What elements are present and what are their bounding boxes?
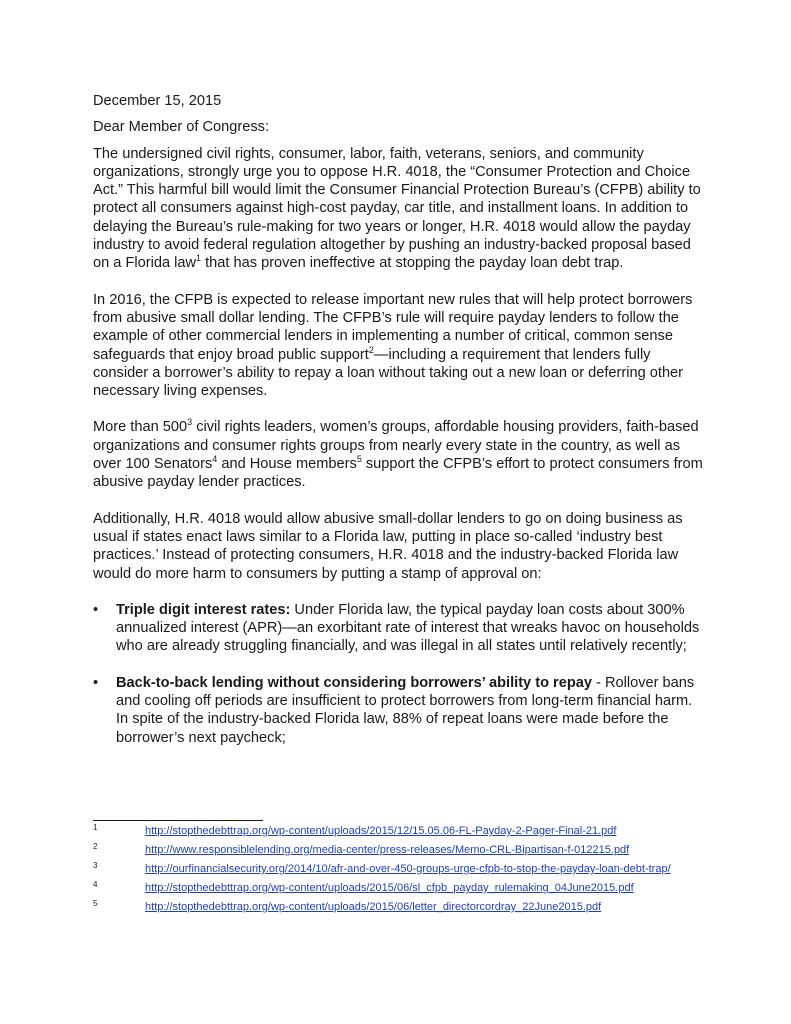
paragraph-text: civil rights leaders, women’s groups, affordable housing providers, faith-based organizations and consumer rights groups from nearly every state in the country, as well as over 100 Senators (93, 419, 699, 473)
paragraph-text: In 2016, the CFPB is expected to release important new rules that will help protect borrowers from abusive small dollar lending. The CFPB’s rule will require payday lenders to follow the example of other commercial lenders in implementing a number of critical, common sense safeguards that enjoy broad public support (93, 291, 693, 363)
footnote-number: 5 (93, 899, 98, 908)
footnote-ref-4: 4 (212, 454, 218, 465)
footnote-number: 1 (93, 823, 98, 832)
list-item (93, 674, 705, 747)
bullet-heading: Triple digit interest rates: (116, 601, 291, 618)
paragraph-text: The undersigned civil rights, consumer, labor, faith, veterans, seniors, and community organizations, strongly urge you to oppose H.R. 4018, the “Consumer Protection and Choice Act.” This harmful bill would limit the Consumer Financial Protection Bureau’s (CFPB) ability to protect all consumers against high-cost payday, car title, and installment loans. In addition to delaying the Bureau’s rule-making for two years or longer, H.R. 4018 would allow the payday industry to avoid federal regulation altogether by pushing an industry-backed proposal based on a Florida law (93, 145, 701, 272)
paragraph-text: support the CFPB’s effort to protect consumers from abusive payday lender practices. (93, 456, 703, 491)
bullet-icon: • (93, 601, 99, 618)
salutation: Dear Member of Congress: (93, 119, 270, 136)
footnote-link[interactable]: http://stopthedebttrap.org/wp-content/uploads/2015/06/letter_directorcordray_22June2015.pdf (145, 901, 602, 913)
footnote-link[interactable]: http://stopthedebttrap.org/wp-content/uploads/2015/06/sl_cfpb_payday_rulemaking_04June2015.pdf (145, 882, 634, 894)
bullet-text: - Rollover bans and cooling off periods are insufficient to protect borrowers from long-term financial harm. In spite of the industry-backed Florida law, 88% of repeat loans were made before the borrower’s next paycheck; (116, 674, 695, 746)
paragraph-cfpb-rules (93, 291, 705, 401)
bullet-text: Under Florida law, the typical payday loan costs about 300% annualized interest (APR)—an exorbitant rate of interest that wreaks havoc on households who are already struggling financially, and was illegal in all states until relatively recently; (116, 601, 700, 655)
footnote-number: 3 (93, 861, 98, 870)
footnote-link[interactable]: http://www.responsiblelending.org/media-center/press-releases/Memo-CRL-Bipartisan-f-012215.pdf (145, 844, 630, 856)
list-item (93, 601, 705, 656)
paragraph-opposition (93, 145, 705, 273)
paragraph-florida-law: Additionally, H.R. 4018 would allow abusive small-dollar lenders to go on doing business as usual if states enact laws similar to a Florida law, putting in place so-called ‘industry best practices.’ Instead of protecting consumers, H.R. 4018 and the industry-backed Florida law would do more harm to consumers by putting a stamp of approval on: (93, 510, 683, 582)
footnote-ref-2: 2 (368, 344, 374, 355)
footnote-ref-5: 5 (356, 454, 362, 465)
paragraph-support (93, 418, 705, 491)
paragraph-text: —including a requirement that lenders fully consider a borrower’s ability to repay a loan without taking out a new loan or deferring other necessary living expenses. (93, 346, 684, 400)
paragraph-text: More than 500 (93, 419, 188, 436)
footnote-divider (93, 820, 263, 821)
paragraph-text: and House members (217, 456, 357, 473)
footnote-3 (93, 862, 713, 876)
footnote-1 (93, 824, 713, 838)
footnote-number: 2 (93, 842, 98, 851)
footnote-link[interactable]: http://ourfinancialsecurity.org/2014/10/afr-and-over-450-groups-urge-cfpb-to-stop-the-payday-loan-debt-trap/ (145, 863, 671, 875)
paragraph-text: that has proven ineffective at stopping the payday loan debt trap. (201, 255, 624, 272)
footnote-4 (93, 881, 713, 895)
bullet-heading: Back-to-back lending without considering borrowers’ ability to repay (116, 674, 592, 691)
letter-date: December 15, 2015 (93, 93, 222, 109)
footnote-link[interactable]: http://stopthedebttrap.org/wp-content/uploads/2015/12/15.05.06-FL-Payday-2-Pager-Final-21.pdf (145, 825, 617, 837)
footnote-ref-3: 3 (187, 417, 193, 428)
footnote-5 (93, 900, 713, 914)
harms-list (93, 601, 705, 747)
letter-body (93, 92, 705, 765)
footnote-2 (93, 843, 713, 857)
footnotes (93, 824, 713, 919)
footnote-number: 4 (93, 880, 98, 889)
footnote-ref-1: 1 (196, 253, 202, 264)
bullet-icon: • (93, 674, 99, 691)
